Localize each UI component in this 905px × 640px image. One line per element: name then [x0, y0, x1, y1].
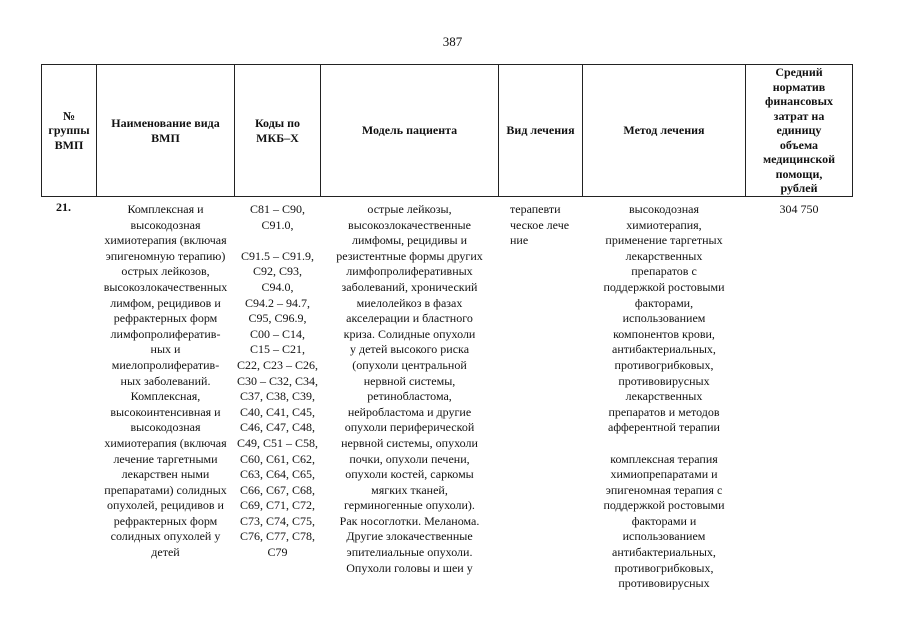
- header-group-number: № группы ВМП: [48, 108, 90, 152]
- row-patient-model: острые лейкозы, высокозлокачественные лимфомы, рецидивы и резистентные формы других лимфопролиферативных заболеваний, хронический миелолейкоз в фазах акселерации и бластного криза. Солидные опухоли у детей высокого риска (опухоли центральной нервной системы, ретинобластома, нейробластома и другие опухоли периферической нервной системы, опухоли почки, опухоли печени, опухоли костей, саркомы мягких тканей, герминогенные опухоли). Рак носоглотки. Меланома. Другие злокачественные эпителиальные опухоли. Опухоли головы и шеи у: [336, 202, 483, 575]
- row-average-cost: 304 750: [779, 202, 819, 216]
- header-icd-codes: Коды по МКБ–Х: [254, 116, 301, 145]
- col-divider-7: [852, 64, 853, 197]
- header-average-cost: Средний норматив финансовых затрат на единицу объема медицинской помощи, рублей: [762, 65, 836, 196]
- header-vmp-name: Наименование вида ВМП: [111, 116, 220, 145]
- row-vmp-name: Комплексная и высокодозная химиотерапия (включая эпигеномную терапию) острых лейкозов, высокозлокачественных лимфом, рецидивов и рефрактерных форм лимфопролифератив- ных и миелопролифератив- ных заболеваний. Комплексная, высокоинтенсивная и высокодозная химиотерапия (включая лечение таргетными лекарствен ными препаратами) солидных опухолей, рецидивов и рефрактерных форм солидных опухолей у детей: [103, 202, 228, 560]
- row-icd-codes: C81 – C90, C91.0, C91.5 – C91.9, C92, C93, C94.0, C94.2 – 94.7, C95, C96.9, C00 – C14, C15 – C21, C22, C23 – C26, C30 – C32, C34, C37, C38, C39, C40, C41, C45, C46, C47, C48, C49, C51 – C58, C60, C61, C62, C63, C64, C65, C66, C67, C68, C69, C71, C72, C73, C74, C75, C76, C77, C78, C79: [236, 202, 318, 560]
- header-patient-model: Модель пациента: [361, 123, 458, 138]
- row-treatment-type: терапевти ческое лече ние: [510, 202, 570, 248]
- row-treatment-method: высокодозная химиотерапия, применение таргетных лекарственных препаратов с поддержкой ростовыми факторами, использованием компонентов крови, антибактериальных, противогрибковых, противовирусных лекарственных препаратов и методов афферентной терапии комплексная терапия химиопрепаратами и эпигеномная терапия с поддержкой ростовыми факторами и использованием антибактериальных, противогрибковых, противовирусных: [603, 202, 725, 591]
- header-treatment-method: Метод лечения: [623, 123, 705, 138]
- header-treatment-type: Вид лечения: [506, 123, 575, 138]
- page-number: 387: [442, 34, 463, 49]
- row-group-number: 21.: [56, 200, 71, 214]
- header-bottom-border: [41, 196, 852, 197]
